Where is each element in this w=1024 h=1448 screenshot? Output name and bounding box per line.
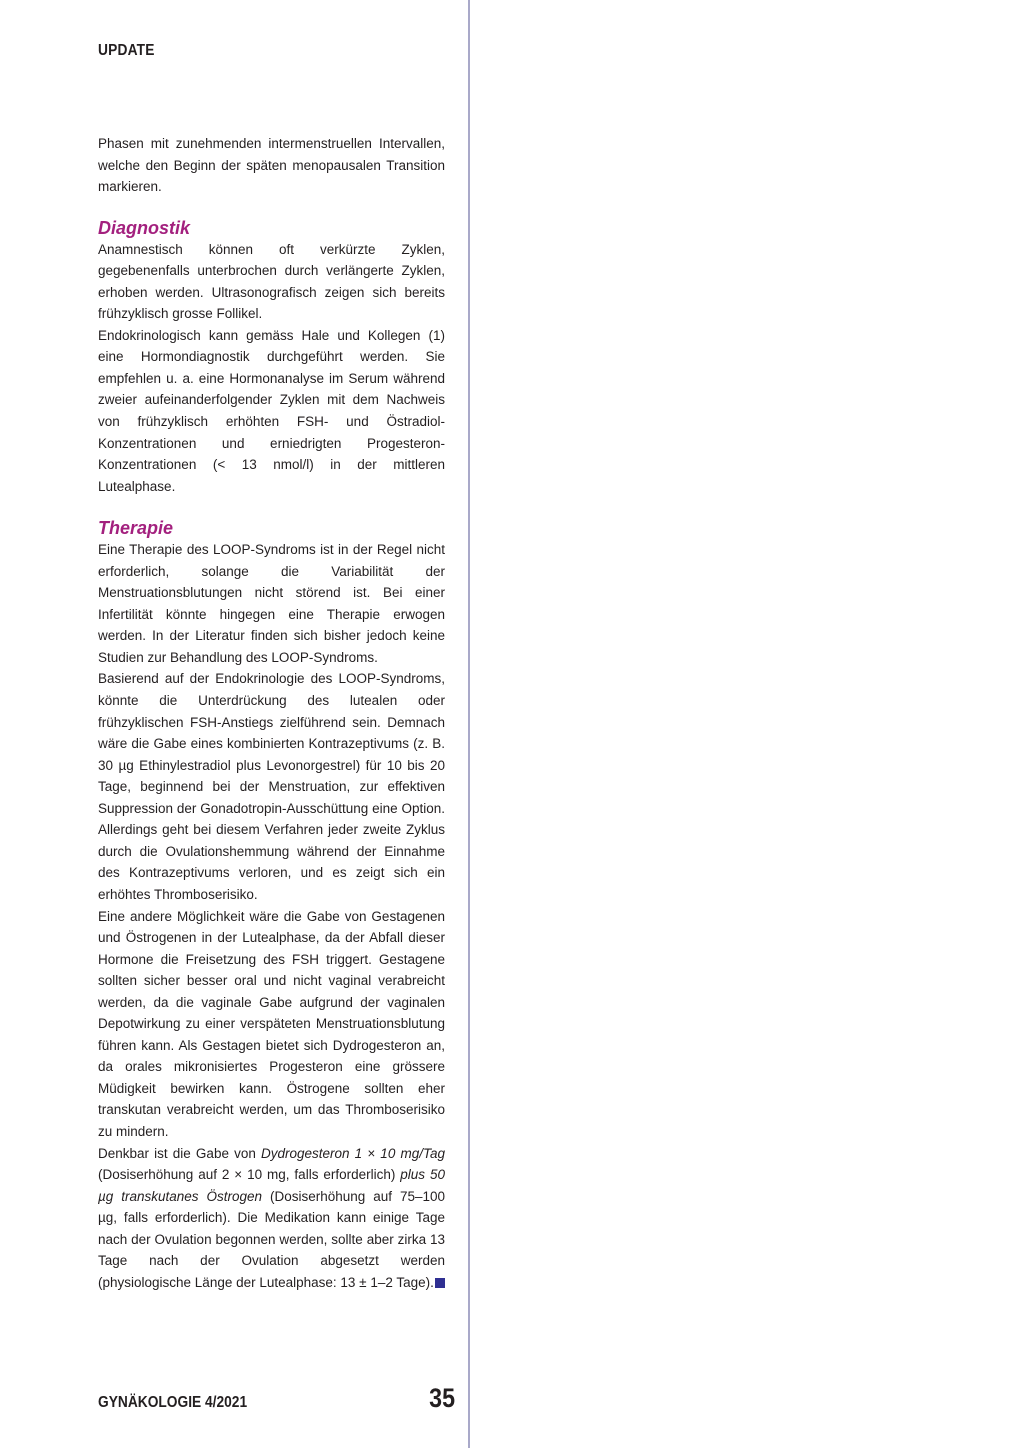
paragraph: Anamnestisch können oft verkürzte Zyklen, gegebenenfalls unterbrochen durch verlängerte Zyklen, erhoben werden. Ultrasonografisch zeigen sich bereits frühzyklisch grosse Follikel. [98, 241, 445, 322]
paragraph: Basierend auf der Endokrinologie des LOOP-Syndroms, könnte die Unterdrückung des lutealen oder frühzyklischen FSH-Anstiegs zielführend sein. Demnach wäre die Gabe eines kombinierten Kontrazeptivums (z. B. 30 µg Ethinylestradiol plus Levonorgestrel) für 10 bis 20 Tage, beginnend bei der Menstruation, zur effektiven Suppression der Gonadotropin-Ausschüttung eine Option. Allerdings geht bei diesem Verfahren jeder zweite Zyklus durch die Ovulationshemmung während der Einnahme des Kontrazeptivums verloren, und es zeigt sich ein erhöhtes Thromboserisiko. [98, 671, 445, 902]
intro-paragraph: Phasen mit zunehmenden intermenstruellen Intervallen, welche den Beginn der späten menopausalen Transition markieren. [98, 136, 445, 195]
footer-journal: GYNÄKOLOGIE 4/2021 [98, 1394, 248, 1411]
end-of-article-mark [435, 1278, 445, 1288]
dosage-italic: Dydrogesteron 1 × 10 mg/Tag [260, 1145, 445, 1161]
paragraph: Eine Therapie des LOOP-Syndroms ist in der Regel nicht erforderlich, solange die Variabilität der Menstruationsblutungen nicht störend ist. Bei einer Infertilität könnte hingegen eine Therapie erwogen werden. In der Literatur finden sich bisher jedoch keine Studien zur Behandlung des LOOP-Syndroms. [98, 542, 445, 665]
article-column [98, 133, 445, 1293]
text-run: (Dosiserhöhung auf 2 × 10 mg, falls erforderlich) [98, 1167, 401, 1183]
text-run: Denkbar ist die Gabe von [98, 1145, 261, 1161]
section-label: UPDATE [98, 42, 155, 59]
page-number: 35 [429, 1383, 455, 1413]
column-divider [468, 0, 470, 1448]
dosage-italic: plus 50 µg transkutanes Östrogen [98, 1167, 445, 1204]
heading-therapie: Therapie [98, 518, 174, 539]
paragraph: Endokrinologisch kann gemäss Hale und Kollegen (1) eine Hormondiagnostik durchgeführt werden. Sie empfehlen u. a. eine Hormonanalyse im Serum während zweier aufeinanderfolgender Zyklen mit dem Nachweis von frühzyklisch erhöhten FSH- und Östradiol-Konzentrationen und erniedrigten Progesteron-Konzentrationen (< 13 nmol/l) in der mittleren Lutealphase. [98, 327, 445, 494]
heading-diagnostik: Diagnostik [98, 217, 191, 238]
final-paragraph [98, 1143, 445, 1294]
text-run: (Dosiserhöhung auf 75–100 µg, falls erforderlich). Die Medikation kann einige Tage nach der Ovulation begonnen werden, sollte aber zirka 13 Tage nach der Ovulation abgesetzt werden (physiologische Länge der Lutealphase: 13 ± 1–2 Tage). [98, 1188, 445, 1290]
paragraph: Eine andere Möglichkeit wäre die Gabe von Gestagenen und Östrogenen in der Lutealphase, da der Abfall dieser Hormone die Freisetzung des FSH triggert. Gestagene sollten sicher besser oral und nicht vaginal verabreicht werden, da die vaginale Gabe aufgrund der vaginalen Depotwirkung zu einer verspäteten Menstruationsblutung führen kann. Als Gestagen bietet sich Dydrogesteron an, da orales mikronisiertes Progesteron eine grössere Müdigkeit bewirken kann. Östrogene sollten eher transkutan verabreicht werden, um das Thromboserisiko zu mindern. [98, 908, 445, 1139]
